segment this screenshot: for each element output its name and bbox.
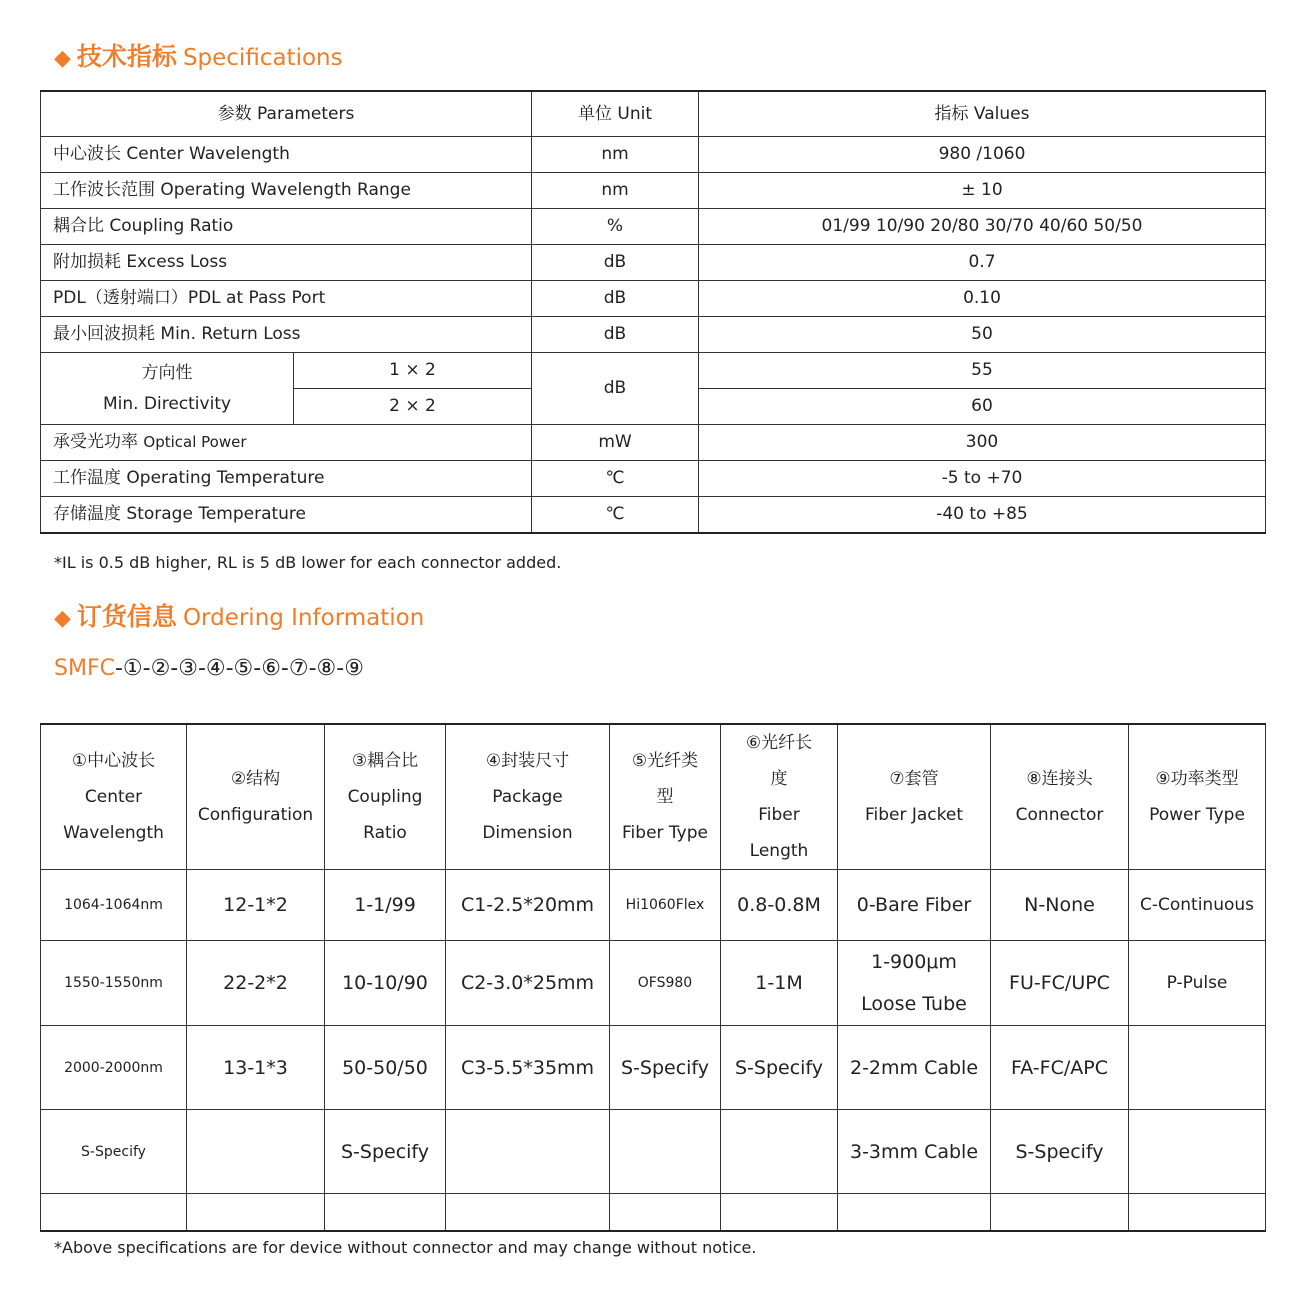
order-cell: FU-FC/UPC <box>991 941 1129 1026</box>
spec-unit: ℃ <box>532 497 699 534</box>
order-cell <box>838 1194 991 1232</box>
order-header-cell: ⑧连接头 Connector <box>991 724 1129 870</box>
order-cell: Hi1060Flex <box>610 870 721 941</box>
table-row <box>41 425 1266 461</box>
spec-param <box>41 425 532 461</box>
order-cell: N-None <box>991 870 1129 941</box>
spec-value: -40 to +85 <box>699 497 1266 534</box>
order-cell <box>187 1194 325 1232</box>
order-cell: 0-Bare Fiber <box>838 870 991 941</box>
order-cell: P-Pulse <box>1129 941 1266 1026</box>
order-header-cell: ①中心波长 Center Wavelength <box>41 724 187 870</box>
order-cell: 1-1/99 <box>325 870 446 941</box>
table-row <box>41 209 1266 245</box>
spec-unit: dB <box>532 281 699 317</box>
spec-param: 附加损耗 Excess Loss <box>41 245 532 281</box>
order-code-pattern <box>54 656 364 681</box>
order-cell: C1-2.5*20mm <box>446 870 610 941</box>
table-row <box>41 1194 1266 1232</box>
spec-value: 55 <box>699 353 1266 389</box>
specifications-footnote: *IL is 0.5 dB higher, RL is 5 dB lower for each connector added. <box>54 553 562 572</box>
order-cell: OFS980 <box>610 941 721 1026</box>
table-row <box>41 1026 1266 1110</box>
spec-unit: mW <box>532 425 699 461</box>
order-cell: 0.8-0.8M <box>721 870 838 941</box>
order-cell: 2-2mm Cable <box>838 1026 991 1110</box>
diamond-bullet-icon: ◆ <box>54 46 71 71</box>
order-header-cell: ②结构 Configuration <box>187 724 325 870</box>
spec-param: 中心波长 Center Wavelength <box>41 137 532 173</box>
spec-value: 300 <box>699 425 1266 461</box>
order-header-cell: ⑥光纤长 度 Fiber Length <box>721 724 838 870</box>
order-cell: 1550-1550nm <box>41 941 187 1026</box>
order-header-cell: ④封装尺寸 Package Dimension <box>446 724 610 870</box>
order-cell <box>325 1194 446 1232</box>
power-param-cn: 承受光功率 <box>53 432 138 453</box>
order-cell <box>446 1110 610 1194</box>
spec-param: 最小回波损耗 Min. Return Loss <box>41 317 532 353</box>
order-cell <box>1129 1110 1266 1194</box>
directivity-label-cn: 方向性 <box>141 363 193 384</box>
spec-unit: dB <box>532 245 699 281</box>
order-cell: S-Specify <box>721 1026 838 1110</box>
order-cell <box>610 1110 721 1194</box>
ordering-heading-en: Ordering Information <box>182 605 425 631</box>
spec-param: 耦合比 Coupling Ratio <box>41 209 532 245</box>
specifications-table <box>40 90 1266 534</box>
table-row <box>41 1110 1266 1194</box>
directivity-config: 2 × 2 <box>294 389 532 425</box>
order-cell: FA-FC/APC <box>991 1026 1129 1110</box>
order-cell <box>41 1194 187 1232</box>
order-cell: C2-3.0*25mm <box>446 941 610 1026</box>
spec-unit: dB <box>532 353 699 425</box>
order-cell: 10-10/90 <box>325 941 446 1026</box>
order-cell: 3-3mm Cable <box>838 1110 991 1194</box>
order-header-cell: ⑦套管 Fiber Jacket <box>838 724 991 870</box>
order-header-cell: ⑤光纤类 型 Fiber Type <box>610 724 721 870</box>
order-code-fields: -①-②-③-④-⑤-⑥-⑦-⑧-⑨ <box>114 656 364 681</box>
ordering-footnote: *Above specifications are for device without connector and may change without notice. <box>54 1238 757 1257</box>
spec-header-param: 参数 Parameters <box>41 91 532 137</box>
order-code-prefix: SMFC <box>54 656 115 681</box>
order-header-cell: ⑨功率类型 Power Type <box>1129 724 1266 870</box>
order-cell <box>446 1194 610 1232</box>
spec-value: 0.7 <box>699 245 1266 281</box>
order-cell: 12-1*2 <box>187 870 325 941</box>
order-cell: S-Specify <box>41 1110 187 1194</box>
spec-param: 工作温度 Operating Temperature <box>41 461 532 497</box>
order-cell: 22-2*2 <box>187 941 325 1026</box>
table-row <box>41 137 1266 173</box>
order-cell: S-Specify <box>610 1026 721 1110</box>
spec-unit: nm <box>532 137 699 173</box>
directivity-label-en: Min. Directivity <box>102 393 232 414</box>
order-cell <box>1129 1194 1266 1232</box>
order-cell: 1-1M <box>721 941 838 1026</box>
directivity-label <box>41 353 294 425</box>
spec-unit: nm <box>532 173 699 209</box>
directivity-config: 1 × 2 <box>294 353 532 389</box>
order-cell <box>610 1194 721 1232</box>
spec-header-row <box>41 91 1266 137</box>
table-row <box>41 461 1266 497</box>
ordering-heading <box>54 604 424 630</box>
spec-param: PDL（透射端口）PDL at Pass Port <box>41 281 532 317</box>
spec-param: 存储温度 Storage Temperature <box>41 497 532 534</box>
table-row-directivity <box>41 353 1266 389</box>
order-cell: 2000-2000nm <box>41 1026 187 1110</box>
table-row <box>41 281 1266 317</box>
spec-unit: dB <box>532 317 699 353</box>
spec-header-value: 指标 Values <box>699 91 1266 137</box>
order-header-row <box>41 724 1266 870</box>
spec-value: 0.10 <box>699 281 1266 317</box>
order-cell: C3-5.5*35mm <box>446 1026 610 1110</box>
spec-unit: % <box>532 209 699 245</box>
order-cell: 13-1*3 <box>187 1026 325 1110</box>
order-cell: S-Specify <box>325 1110 446 1194</box>
spec-value: 50 <box>699 317 1266 353</box>
ordering-heading-cn: 订货信息 <box>76 602 177 631</box>
spec-value: ± 10 <box>699 173 1266 209</box>
order-cell: C-Continuous <box>1129 870 1266 941</box>
table-row <box>41 173 1266 209</box>
order-cell <box>991 1194 1129 1232</box>
specifications-heading-en: Specifications <box>182 45 343 71</box>
diamond-bullet-icon: ◆ <box>54 606 71 631</box>
spec-unit: ℃ <box>532 461 699 497</box>
spec-value: -5 to +70 <box>699 461 1266 497</box>
order-cell: 50-50/50 <box>325 1026 446 1110</box>
table-row <box>41 317 1266 353</box>
table-row <box>41 497 1266 534</box>
table-row <box>41 870 1266 941</box>
spec-value: 980 /1060 <box>699 137 1266 173</box>
order-cell: 1064-1064nm <box>41 870 187 941</box>
spec-header-unit: 单位 Unit <box>532 91 699 137</box>
specifications-heading-cn: 技术指标 <box>76 42 177 71</box>
order-cell: 1-900μm Loose Tube <box>838 941 991 1026</box>
order-cell <box>721 1110 838 1194</box>
ordering-table <box>40 723 1266 1232</box>
order-cell: S-Specify <box>991 1110 1129 1194</box>
table-row <box>41 941 1266 1026</box>
order-cell <box>187 1110 325 1194</box>
table-row <box>41 245 1266 281</box>
specifications-heading <box>54 44 343 70</box>
power-param-en: Optical Power <box>143 433 247 452</box>
spec-value: 60 <box>699 389 1266 425</box>
order-header-cell: ③耦合比 Coupling Ratio <box>325 724 446 870</box>
order-cell <box>721 1194 838 1232</box>
order-cell <box>1129 1026 1266 1110</box>
spec-value: 01/99 10/90 20/80 30/70 40/60 50/50 <box>699 209 1266 245</box>
spec-param: 工作波长范围 Operating Wavelength Range <box>41 173 532 209</box>
